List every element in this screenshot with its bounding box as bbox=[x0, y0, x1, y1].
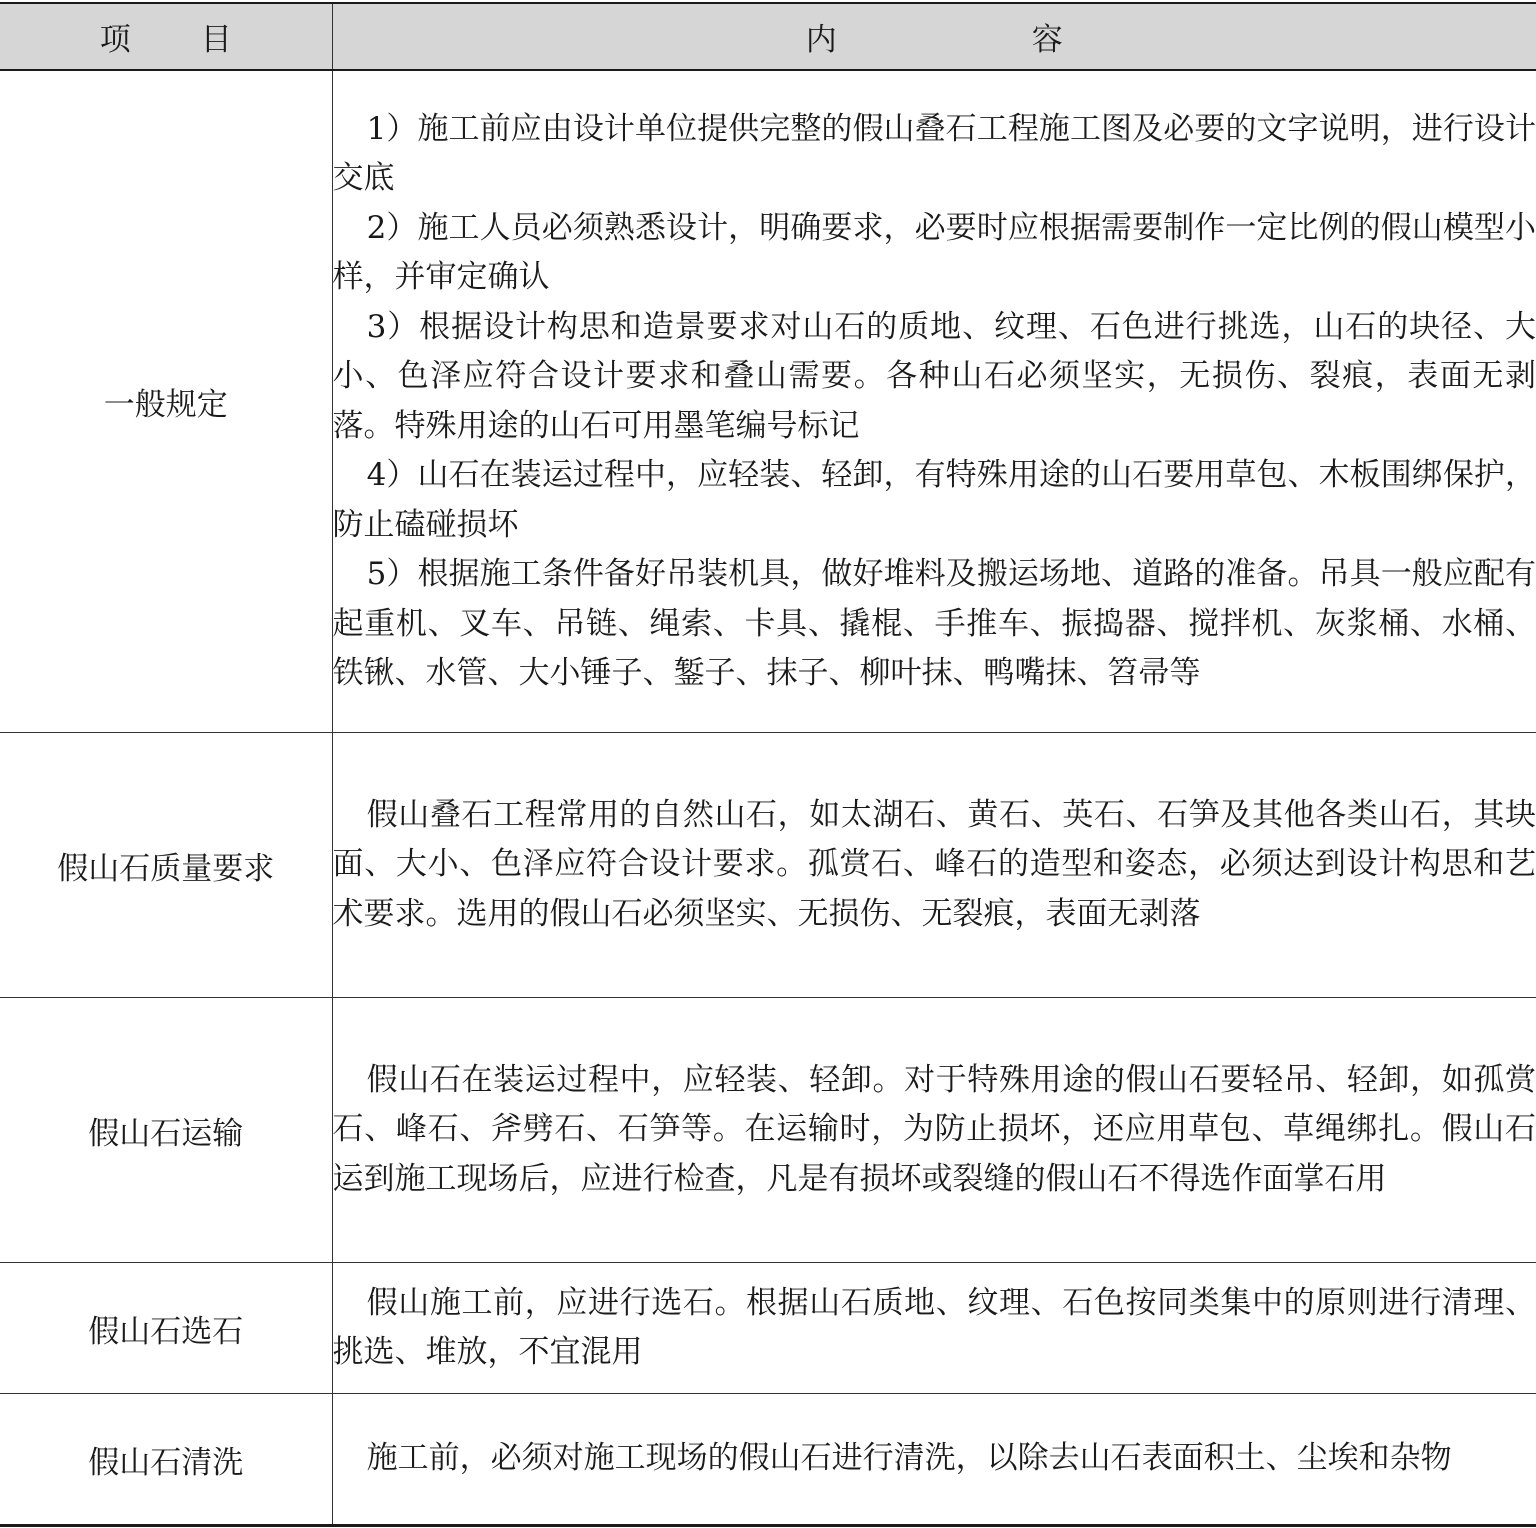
row-content-cell bbox=[332, 1394, 1536, 1526]
table-row bbox=[0, 733, 1536, 998]
table-row bbox=[0, 1263, 1536, 1394]
header-item-label: 项目 bbox=[99, 22, 302, 58]
content-paragraph: 4）山石在装运过程中，应轻装、轻卸，有特殊用途的山石要用草包、木板围绑保护，防止磕碰损坏 bbox=[332, 457, 1536, 543]
content-paragraph: 1）施工前应由设计单位提供完整的假山叠石工程施工图及必要的文字说明，进行设计交底 bbox=[332, 110, 1536, 196]
row-item-label: 假山石质量要求 bbox=[57, 850, 275, 887]
content-paragraph: 假山石在装运过程中，应轻装、轻卸。对于特殊用途的假山石要轻吊、轻卸，如孤赏石、峰石、斧劈石、石笋等。在运输时，为防止损坏，还应用草包、草绳绑扎。假山石运到施工现场后，应进行检查，凡是有损坏或裂缝的假山石不得选作面掌石用 bbox=[332, 1061, 1536, 1197]
row-content-cell bbox=[332, 70, 1536, 733]
table-header-row bbox=[0, 3, 1536, 70]
row-content-cell bbox=[332, 733, 1536, 998]
specification-table bbox=[0, 2, 1536, 1527]
table-row bbox=[0, 70, 1536, 733]
header-item bbox=[0, 3, 332, 70]
content-paragraph: 2）施工人员必须熟悉设计，明确要求，必要时应根据需要制作一定比例的假山模型小样，并审定确认 bbox=[332, 209, 1536, 295]
row-item-cell bbox=[0, 70, 332, 733]
table-row bbox=[0, 1394, 1536, 1526]
row-item-cell bbox=[0, 733, 332, 998]
content-paragraph: 5）根据施工条件备好吊装机具，做好堆料及搬运场地、道路的准备。吊具一般应配有起重机、叉车、吊链、绳索、卡具、撬棍、手推车、振捣器、搅拌机、灰浆桶、水桶、铁锹、水管、大小锤子、錾子、抹子、柳叶抹、鸭嘴抹、笤帚等 bbox=[332, 556, 1536, 691]
content-paragraph: 施工前，必须对施工现场的假山石进行清洗，以除去山石表面积土、尘埃和杂物 bbox=[366, 1440, 1452, 1477]
row-content-cell bbox=[332, 998, 1536, 1263]
content-paragraph: 假山施工前，应进行选石。根据山石质地、纹理、石色按同类集中的原则进行清理、挑选、堆放，不宜混用 bbox=[332, 1284, 1536, 1370]
row-item-label: 假山石选石 bbox=[88, 1313, 244, 1350]
header-content-label: 内容 bbox=[805, 22, 1258, 58]
row-item-cell bbox=[0, 1394, 332, 1526]
row-item-label: 假山石运输 bbox=[88, 1115, 244, 1152]
table-row bbox=[0, 998, 1536, 1263]
row-item-cell bbox=[0, 1263, 332, 1394]
row-item-label: 假山石清洗 bbox=[88, 1444, 244, 1481]
row-item-cell bbox=[0, 998, 332, 1263]
content-paragraph: 3）根据设计构思和造景要求对山石的质地、纹理、石色进行挑选，山石的块径、大小、色泽应符合设计要求和叠山需要。各种山石必须坚实，无损伤、裂痕，表面无剥落。特殊用途的山石可用墨笔编号标记 bbox=[332, 308, 1536, 444]
row-item-label: 一般规定 bbox=[103, 387, 228, 423]
row-content-cell bbox=[332, 1263, 1536, 1394]
header-content bbox=[332, 3, 1536, 70]
content-paragraph: 假山叠石工程常用的自然山石，如太湖石、黄石、英石、石笋及其他各类山石，其块面、大小、色泽应符合设计要求。孤赏石、峰石的造型和姿态，必须达到设计构思和艺术要求。选用的假山石必须坚实、无损伤、无裂痕，表面无剥落 bbox=[332, 796, 1536, 932]
